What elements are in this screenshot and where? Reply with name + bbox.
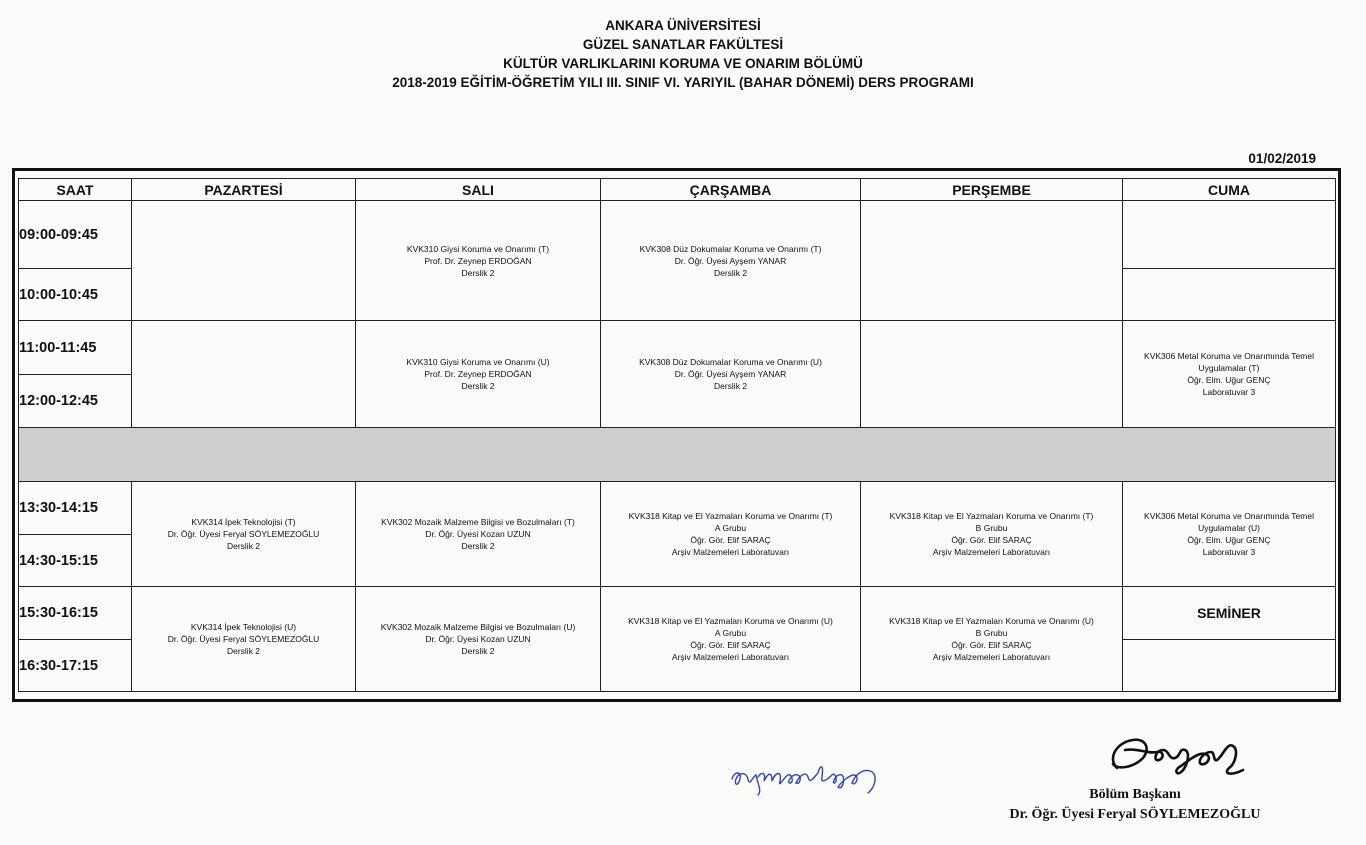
course-title: KVK306 Metal Koruma ve Onarımında Temel	[1144, 351, 1314, 361]
course-room: Derslik 2	[461, 646, 495, 656]
course-instructor: Öğr. Gör. Elif SARAÇ	[690, 535, 771, 545]
course-cell	[356, 587, 601, 692]
empty-cell	[1123, 640, 1336, 692]
course-instructor: Öğr. Elm. Uğur GENÇ	[1187, 375, 1271, 385]
course-instructor: Dr. Öğr. Üyesi Ayşem YANAR	[674, 369, 787, 379]
column-header-tuesday: SALI	[356, 179, 601, 201]
course-title: KVK302 Mozaik Malzeme Bilgisi ve Bozulmaları (T)	[381, 517, 575, 527]
course-room: Laboratuvar 3	[1202, 547, 1256, 557]
time-slot: 14:30-15:15	[19, 535, 132, 587]
course-title: KVK314 İpek Teknolojisi (T)	[191, 517, 296, 527]
course-room: Derslik 2	[461, 381, 495, 391]
course-title: KVK318 Kitap ve El Yazmaları Koruma ve Onarımı (T)	[889, 511, 1094, 521]
course-cell	[601, 482, 861, 587]
time-slot: 12:00-12:45	[19, 375, 132, 428]
course-instructor: Dr. Öğr. Üyesi Kozan UZUN	[425, 634, 531, 644]
course-room: Derslik 2	[226, 541, 261, 551]
course-room: Arşiv Malzemeleri Laboratuvarı	[932, 652, 1051, 662]
course-room: Derslik 2	[226, 646, 261, 656]
empty-cell	[861, 321, 1123, 428]
time-slot: 10:00-10:45	[19, 269, 132, 321]
signature-block	[960, 785, 1310, 825]
course-instructor: Prof. Dr. Zeynep ERDOĞAN	[424, 369, 532, 379]
course-instructor: Dr. Öğr. Üyesi Feryal SÖYLEMEZOĞLU	[167, 634, 320, 644]
time-slot: 09:00-09:45	[19, 201, 132, 269]
header-row	[19, 179, 1336, 201]
course-title: KVK314 İpek Teknolojisi (U)	[190, 622, 297, 632]
department-name: KÜLTÜR VARLIKLARINI KORUMA VE ONARIM BÖLÜMÜ	[503, 56, 863, 71]
course-cell	[1123, 321, 1336, 428]
table-row	[19, 482, 1336, 535]
course-instructor: Prof. Dr. Zeynep ERDOĞAN	[424, 255, 532, 266]
course-title: KVK308 Düz Dokumalar Koruma ve Onarımı (T)	[639, 243, 822, 254]
course-room: Arşiv Malzemeleri Laboratuvarı	[932, 547, 1051, 557]
course-room: Derslik 2	[461, 267, 495, 278]
course-title-cont: Uygulamalar (U)	[1198, 523, 1260, 533]
document-header	[0, 16, 1366, 92]
course-room: Derslik 2	[713, 267, 748, 278]
empty-cell	[861, 201, 1123, 321]
course-title: KVK318 Kitap ve El Yazmaları Koruma ve Onarımı (U)	[628, 616, 833, 626]
table-row	[19, 321, 1336, 375]
course-room: Arşiv Malzemeleri Laboratuvarı	[671, 652, 790, 662]
course-group: A Grubu	[714, 628, 747, 638]
program-title: 2018-2019 EĞİTİM-ÖĞRETİM YILI III. SINIF VI. YARIYIL (BAHAR DÖNEMİ) DERS PROGRAMI	[392, 75, 974, 90]
course-group: A Grubu	[714, 523, 747, 533]
course-instructor: Öğr. Elm. Uğur GENÇ	[1187, 535, 1271, 545]
course-group: B Grubu	[975, 628, 1008, 638]
course-cell	[356, 482, 601, 587]
course-cell	[356, 321, 601, 428]
time-slot: 16:30-17:15	[19, 640, 132, 692]
course-room: Laboratuvar 3	[1202, 387, 1256, 397]
course-instructor: Dr. Öğr. Üyesi Feryal SÖYLEMEZOĞLU	[167, 529, 320, 539]
course-cell	[132, 482, 356, 587]
course-instructor: Dr. Öğr. Üyesi Ayşem YANAR	[674, 255, 787, 266]
empty-cell	[1123, 269, 1336, 321]
course-title: KVK318 Kitap ve El Yazmaları Koruma ve Onarımı (U)	[889, 616, 1094, 626]
course-room: Arşiv Malzemeleri Laboratuvarı	[671, 547, 790, 557]
chair-name: Dr. Öğr. Üyesi Feryal SÖYLEMEZOĞLU	[1009, 807, 1261, 822]
faculty-name: GÜZEL SANATLAR FAKÜLTESİ	[582, 37, 784, 52]
course-title: KVK310 Giysi Koruma ve Onarımı (U)	[406, 357, 550, 367]
course-cell	[861, 587, 1123, 692]
break-row	[19, 428, 1336, 482]
course-title: KVK306 Metal Koruma ve Onarımında Temel	[1144, 511, 1314, 521]
chair-signature	[1103, 728, 1259, 780]
course-instructor: Dr. Öğr. Üyesi Kozan UZUN	[425, 529, 531, 539]
chair-title: Bölüm Başkanı	[1089, 787, 1181, 802]
seminar-cell: SEMİNER	[1123, 587, 1336, 640]
empty-cell	[1123, 201, 1336, 269]
document-date: 01/02/2019	[1248, 151, 1316, 166]
course-title: KVK302 Mozaik Malzeme Bilgisi ve Bozulmaları (U)	[380, 622, 576, 632]
lunch-break	[19, 428, 1336, 482]
schedule-frame	[12, 168, 1341, 702]
course-title: KVK310 Giysi Koruma ve Onarımı (T)	[406, 243, 550, 254]
time-slot: 11:00-11:45	[19, 321, 132, 375]
course-cell	[132, 587, 356, 692]
empty-cell	[132, 321, 356, 428]
table-row	[19, 201, 1336, 269]
course-title-cont: Uygulamalar (T)	[1198, 363, 1260, 373]
course-instructor: Öğr. Gör. Elif SARAÇ	[690, 640, 771, 650]
course-title: KVK308 Düz Dokumalar Koruma ve Onarımı (U)	[639, 357, 822, 367]
column-header-monday: PAZARTESİ	[132, 179, 356, 201]
empty-cell	[132, 201, 356, 321]
column-header-wednesday: ÇARŞAMBA	[601, 179, 861, 201]
course-instructor: Öğr. Gör. Elif SARAÇ	[951, 640, 1032, 650]
course-room: Derslik 2	[713, 381, 748, 391]
course-instructor: Öğr. Gör. Elif SARAÇ	[951, 535, 1032, 545]
handwritten-signature	[728, 757, 898, 797]
course-group: B Grubu	[975, 523, 1008, 533]
time-slot: 15:30-16:15	[19, 587, 132, 640]
table-row	[19, 587, 1336, 640]
course-cell	[601, 201, 861, 321]
schedule-table	[18, 178, 1336, 692]
university-name: ANKARA ÜNİVERSİTESİ	[605, 18, 761, 33]
course-cell	[601, 321, 861, 428]
course-cell	[356, 201, 601, 321]
column-header-time: SAAT	[19, 179, 132, 201]
column-header-thursday: PERŞEMBE	[861, 179, 1123, 201]
course-room: Derslik 2	[461, 541, 495, 551]
course-cell	[861, 482, 1123, 587]
course-title: KVK318 Kitap ve El Yazmaları Koruma ve Onarımı (T)	[628, 511, 833, 521]
column-header-friday: CUMA	[1123, 179, 1336, 201]
time-slot: 13:30-14:15	[19, 482, 132, 535]
course-cell	[1123, 482, 1336, 587]
course-cell	[601, 587, 861, 692]
